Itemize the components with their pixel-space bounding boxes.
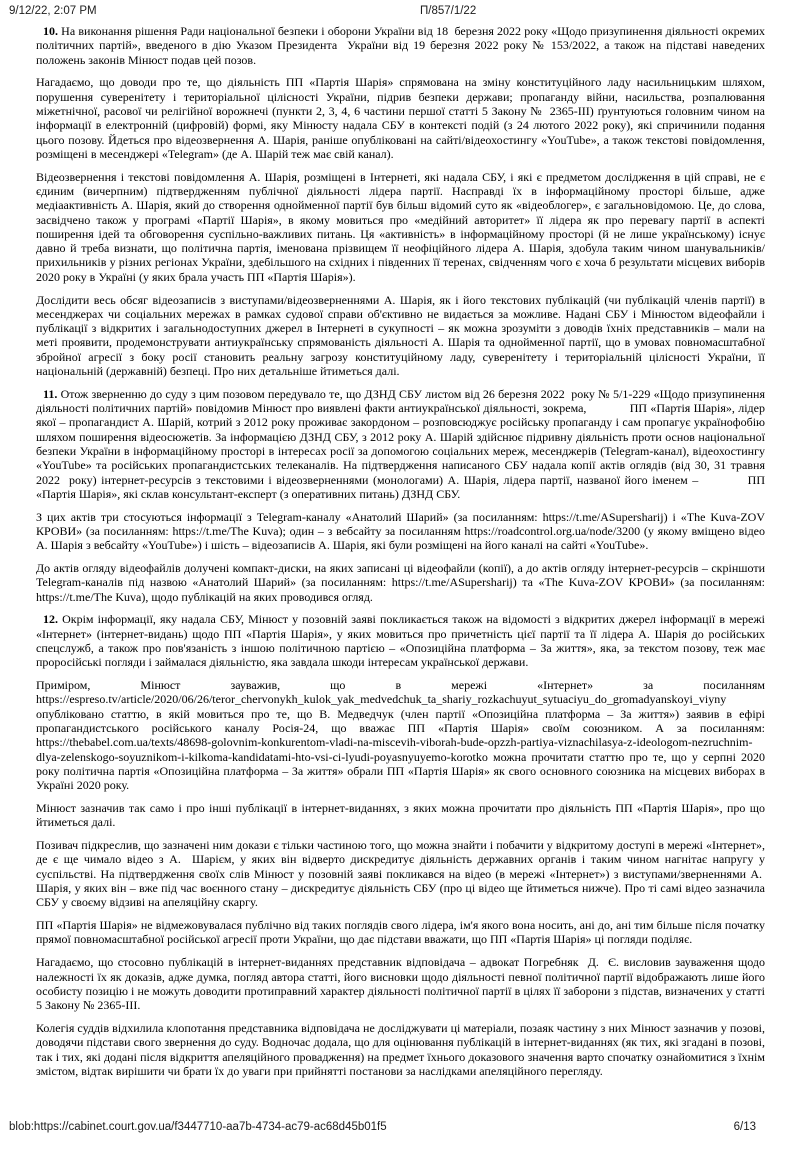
footer-source-url: blob:https://cabinet.court.gov.ua/f3447710-aa7b-4734-ac79-ac68d45b01f5	[9, 1121, 387, 1133]
paragraph	[36, 678, 765, 792]
paragraph	[36, 561, 765, 604]
paragraph	[36, 75, 765, 161]
paragraph	[36, 293, 765, 379]
print-datetime: 9/12/22, 2:07 PM	[9, 5, 97, 17]
paragraph-text: Окрім інформації, яку надала СБУ, Мінюст у позовній заяві покликається також на відомості з відкритих джерел інформації в мережі «Інтернет» (інтернет-видань) щодо ПП «Партія Шарія», у яких мовиться про причетність цієї партії та її лідера А. Шарія до російських спецслужб, а також про пов'язаність з іншою політичною партією – «Опозиційна платформа – За життя», яка, за текстом позову, теж має проросійські погляди і займалася діяльністю, яка завдала шкоди інтересам української держави.	[36, 612, 765, 670]
paragraph-number: 11.	[43, 386, 58, 401]
paragraph	[36, 1021, 765, 1078]
paragraph-12	[36, 612, 765, 669]
paragraph-text: Дослідити весь обсяг відеозаписів з виступами/відеозверненнями А. Шарія, як і його текстових публікацій (чи публікацій членів партії) в месенджерах чи соціальних мережах в рамках судової справи об'єктивно не видається за можливе. Надані СБУ і Мінюстом відеофайли і публікації з відкритих і загальнодоступних джерел в Інтернеті в сукупності – як можна зрозуміти з доводів їхніх представників – мали на меті проявити, продемонструвати антиукраїнську спрямованість діяльності А. Шарія та однойменної партії, що в умовах повномасштабної збройної агресії з боку росії становить реальну загрозу конституційному ладу, суверенітету і територіальній цілісності України, її національній (державній) безпеці. Про них детальніше йтиметься далі.	[36, 292, 765, 379]
paragraph-text: ПП «Партія Шарія» не відмежовувалася публічно від таких поглядів свого лідера, ім'я якого вона носить, ані до, ані тим більше після початку прямої повномасштабної російської агресії проти України, що дає підстави вважати, що ПП «Партія Шарія» ці погляди поділяє.	[36, 918, 765, 947]
paragraph-text: На виконання рішення Ради національної безпеки і оборони України від 18 березня 2022 року «Щодо призупинення діяльності окремих політичних партій», введеного в дію Указом Президента України від 19 березня 2022 року № 153/2022, а також на підставі наведених положень законів Мінюст подав цей позов.	[36, 24, 765, 67]
paragraph	[36, 170, 765, 284]
paragraph-text: Приміром, Мінюст зауважив, що в мережі «Інтернет» за посиланням https://espreso.tv/article/2020/06/26/teror_chervonykh_kulok_yak_medvedchuk_ta_shariy_rozkachuyut_sytuaciyu_do_gromadyanskoyi_viyny опубліковано статтю, в якій мовиться про те, що В. Медведчук (член партії «Опозиційна платформа – За життя») заявив в ефірі пропагандистського російського каналу Росія-24, що вважає ПП «Партія Шарія» своїм союзником. А за посиланням: https://thebabel.com.ua/texts/48698-golovnim-konkurentom-vladi-na-miscevih-viborah-bude-opzzh-partiya-viznachilasya-z-ideologom-nezruchnim-dlya-zelenskogo-soyuznikom-i-kilkoma-kandidatami-hto-vsi-ci-lyudi-poyasnyuyemo-korotko можна прочитати статтю про те, що у серпні 2020 року політична партія «Опозиційна платформа – За життя» обрали ПП «Партія Шарія» як свого основного союзника на місцевих виборах в Україні 2020 року.	[36, 678, 765, 793]
paragraph-text: Нагадаємо, що стосовно публікацій в інтернет-виданнях представник відповідача – адвокат Погребняк Д. Є. висловив зауваження щодо належності їх як доказів, адже думка, погляд автора статті, його висновки щодо діяльності певної політичної партії відображають лише його особисту позицію і не можуть доводити протиправний характер діяльності політичної партії в цілях її заборони з підстав, визначених у статті 5 Закону № 2365-ІІІ.	[36, 955, 765, 1013]
document-body	[36, 24, 765, 1114]
paragraph-number: 10.	[43, 24, 58, 38]
paragraph	[36, 955, 765, 1012]
paragraph-text: До актів огляду відеофайлів долучені компакт-диски, на яких записані ці відеофайли (копії), а до актів огляду інтернет-ресурсів – скріншоти Telegram-каналів під назвою «Анатолий Шарий» (за посиланням: https://t.me/ASupersharij) та «The Kuva-ZOV КРОВИ» (за посиланням: https://t.me/The Kuva), щодо публікацій на яких проводився огляд.	[36, 561, 765, 604]
paragraph	[36, 801, 765, 830]
footer-page-number: 6/13	[733, 1121, 756, 1133]
paragraph-10	[36, 24, 765, 67]
document-number: П/857/1/22	[420, 5, 477, 17]
paragraph-11	[36, 387, 765, 501]
print-footer	[9, 1121, 791, 1135]
paragraph-text: Позивач підкреслив, що зазначені ним докази є тільки частиною того, що можна знайти і побачити у відкритому доступі в мережі «Інтернет», де є ще чимало відео з А. Шарієм, у яких він відверто дискредитує діяльність державних органів і таким чином нагнітає напругу у суспільстві. На підтвердження своїх слів Мінюст у позовній заяві покликався на відео (в мережі «Інтернет») з виступами/зверненнями А. Шарія, у яких він – вже під час воєнного стану – дискредитує діяльність СБУ (про ці відео ще йтиметься нижче). Про ті самі відео зазначила СБУ у своєму відзиві на апеляційну скаргу.	[36, 838, 765, 910]
paragraph-text: Нагадаємо, що доводи про те, що діяльність ПП «Партія Шарія» спрямована на зміну конституційного ладу насильницьким шляхом, порушення суверенітету і територіальної цілісності України, підрив безпеки держави; пропаганду війни, насильства, розпалювання міжетнічної, расової чи релігійної ворожнечі (пункти 2, 3, 4, 6 частини першої статті 5 Закону № 2365-ІІІ) ґрунтуються головним чином на інформації в електронній (цифровій) формі, яку Мінюсту надала СБУ в контексті подій (з 24 лютого 2022 року), які спричинили подання цього позову. Йдеться про відеозвернення А. Шарія, раніше опубліковані на сайті/відеохостингу «YouTube», а також текстові повідомлення, розміщені в месенджері «Telegram» (де А. Шарій теж має свій канал).	[36, 75, 765, 161]
paragraph-text: Отож зверненню до суду з цим позовом передувало те, що ДЗНД СБУ листом від 26 березня 2022 року № 5/1-229 «Щодо призупинення діяльності політичних партій» повідомив Мінюст про виявлені факти антиукраїнської діяльності, зокрема, ПП «Партія Шарія», лідер якої – пропагандист А. Шарій, котрий з 2012 року проживає закордоном – розповсюджує російську пропаганду і сам пропагує українофобію шляхом поширення відеосюжетів. За інформацією ДЗНД СБУ, з 2012 року А. Шарій здійснює підривну діяльність проти основ національної безпеки України в інформаційному просторі в інтересах росії за допомогою соціальних мереж, месенджерів (Telegram-канал), відеохостингу «YouTube» та російських пропагандистських телеканалів. На підтвердження написаного СБУ надала копії актів оглядів (від 30, 31 травня 2022 року) інтернет-ресурсів з текстовими і відеозверненнями (монологами) А. Шарія, лідера партії, названої його іменем – ПП «Партія Шарія», які склав консультант-експерт (з оперативних питань) ДЗНД СБУ.	[36, 386, 765, 501]
paragraph	[36, 918, 765, 947]
paragraph-text: Колегія суддів відхилила клопотання представника відповідача не досліджувати ці матеріали, позаяк частину з них Мінюст зазначив у позові, доводячи підстави свого звернення до суду. Водночас додала, що для оцінювання публікацій в інтернет-виданнях (як тих, які згадані в позові, так і тих, які додані після відкриття апеляційного провадження) на предмет їхнього доказового значення варто спочатку ознайомитися з їхнім змістом, відтак вирішити чи брати їх до уваги при прийнятті постанови за наслідками апеляційного перегляду.	[36, 1020, 765, 1078]
paragraph	[36, 838, 765, 909]
paragraph-text: Відеозвернення і текстові повідомлення А. Шарія, розміщені в Інтернеті, які надала СБУ, і які є предметом дослідження в цій справі, не є єдиним (вичерпним) підтвердженням публічної діяльності лідера партії. Насправді їх в інформаційному просторі більше, адже медіаактивність А. Шарія, який до створення однойменної партії був більш відомий суто як «відеоблогер», є загальновідомою. Це, до слова, засвідчено також у програмі «Партії Шарія», в якому мовиться про «медійний авторитет» її лідера як про перевагу партії в аспекті поширення ідей та обговорення суспільно-важливих питань. Ця «активність» в інформаційному просторі (й не лише українському) існує давно й треба визнати, що політична партія, іменована прізвищем її неофіційного лідера А. Шарія, здобула таким чином шанувальників/прихильників у різних регіонах України, здебільшого на східних і південних її теренах, свідченням чого є хоча б результати місцевих виборів 2020 року в Україні (у яких брала участь ПП «Партія Шарія»).	[36, 169, 765, 284]
paragraph-text: Мінюст зазначив так само і про інші публікації в інтернет-виданнях, з яких можна прочитати про діяльність ПП «Партія Шарія», про що йтиметься далі.	[36, 801, 765, 830]
print-header	[9, 5, 791, 19]
paragraph-text: З цих актів три стосуються інформації з Telegram-каналу «Анатолий Шарий» (за посиланням: https://t.me/ASupersharij) і «The Kuva-ZOV КРОВИ» (за посиланням: https://t.me/The Kuva); один – з вебсайту за посиланням https://roadcontrol.org.ua/node/3200 (у якому вміщено відео А. Шарія з вебсайту «YouTube») і шість – відеозаписів А. Шарія, які були розміщені на його каналі на сайті «YouTube».	[36, 509, 765, 553]
paragraph-number: 12.	[43, 612, 58, 627]
paragraph	[36, 510, 765, 553]
